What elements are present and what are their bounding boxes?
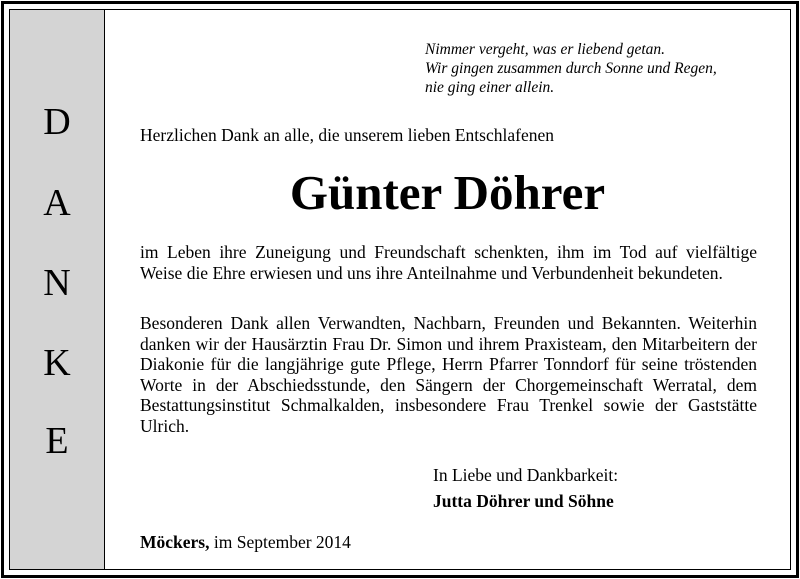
sidebar-letter-k: K [43,342,71,384]
closing-line: In Liebe und Dankbarkeit: [433,465,619,485]
notice-content [105,10,790,569]
deceased-name: Günter Döhrer [289,165,606,220]
poem [425,40,717,97]
poem-line: Nimmer vergeht, was er liebend getan. [425,41,666,58]
sidebar-letter-e: E [45,420,69,462]
place-date-text: im September 2014 [213,532,351,552]
danke-sidebar [10,10,105,569]
place-town: Möckers, [140,532,210,552]
notice-inner-border [9,9,791,570]
poem-line: Wir gingen zusammen durch Sonne und Regen, [425,60,717,77]
paragraph-2: Besonderen Dank allen Verwandten, Nachbarn, Freunden und Bekannten. Weiterhin danken wir der Hausärztin Frau Dr. Simon und ihrem Praxisteam, den Mitarbeitern der Diakonie für die langjährige gute Pflege, Herrn Pfarrer Tonndorf für seine tröstenden Worte in der Abschiedsstunde, den Sängern der Chorgemeinschaft Werratal, dem Bestattungsinstitut Schmalkalden, insbesondere Frau Trenkel sowie der Gaststätte Ulrich. [140,313,757,436]
paragraph-1: im Leben ihre Zuneigung und Freundschaft schenkten, ihm im Tod auf vielfältige Weise die Ehre erwiesen und uns ihre Anteilnahme und Verbundenheit bekundeten. [140,242,757,283]
intro-text: Herzlichen Dank an alle, die unserem lieben Entschlafenen [140,125,554,145]
sidebar-letter-d: D [43,101,71,143]
family-signature: Jutta Döhrer und Söhne [433,491,614,511]
sidebar-letter-a: A [43,182,71,224]
place-date [140,532,351,553]
sidebar-letter-n: N [43,262,71,304]
notice-frame [1,1,799,578]
poem-line: nie ging einer allein. [425,79,555,96]
